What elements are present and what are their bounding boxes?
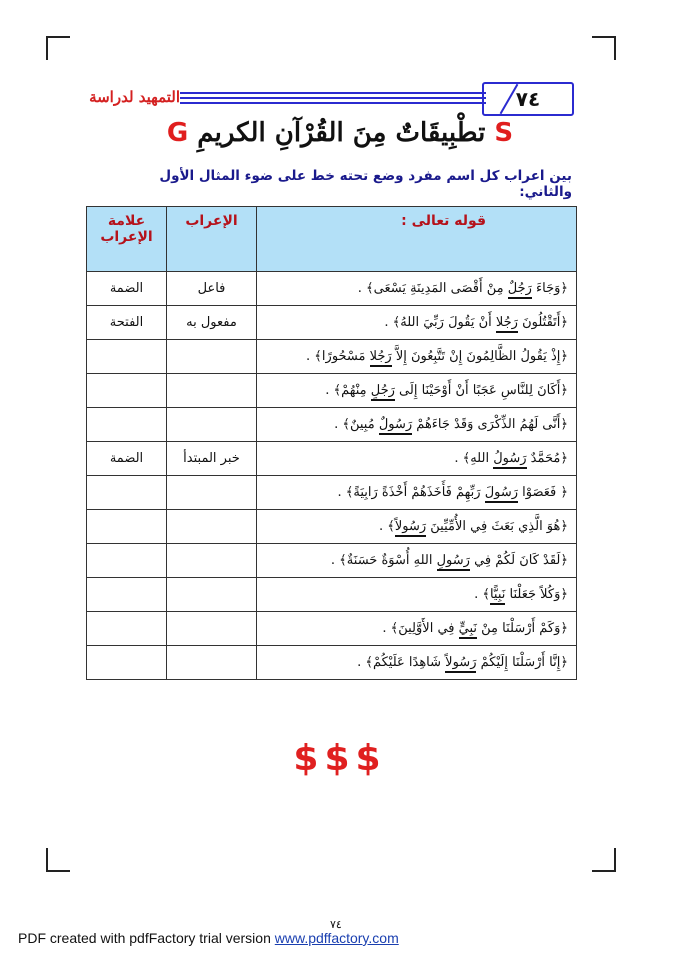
sign-cell[interactable]: الفتحة [87, 306, 167, 340]
series-title: التمهيد لدراسة [89, 88, 180, 106]
verse-text: ﴿وَجَاءَ [531, 281, 568, 296]
irab-cell[interactable]: مفعول به [167, 306, 257, 340]
underlined-noun: رَجُلا [496, 315, 518, 333]
verse-text-end: اللهِ﴾ . [454, 451, 494, 466]
verse-text: ﴿إِذْ يَقُولُ الظَّالِمُونَ إِنْ تَتَّبِعُونَ إِلاَّ [391, 349, 568, 364]
verse-cell [257, 578, 577, 612]
table-row [87, 646, 577, 680]
verse-text: ﴿لَقَدْ كَانَ لَكُمْ فِي [469, 553, 568, 568]
irab-cell[interactable] [167, 476, 257, 510]
verse-cell [257, 340, 577, 374]
page-title [140, 118, 540, 148]
irab-cell[interactable] [167, 612, 257, 646]
verse-text: ﴿ فَعَصَوْا [518, 485, 568, 500]
underlined-noun: رَسُولٌ [379, 417, 412, 435]
verse-cell [257, 306, 577, 340]
crop-mark-top-right [592, 36, 616, 60]
table-row [87, 408, 577, 442]
title-text: تطْبِيقَاتٌ مِنَ القُرْآنِ الكريمِ [197, 118, 486, 148]
sign-cell[interactable] [87, 578, 167, 612]
header-irab: الإعراب [167, 207, 257, 272]
verse-text-end: رَبِّهِمْ فَأَخَذَهُمْ أَخْذَةً رَابِيَةً﴾ . [337, 485, 485, 500]
verse-text: ﴿وَكُلاً جَعَلْنَا [505, 587, 568, 602]
irab-cell[interactable]: خبر المبتدأ [167, 442, 257, 476]
underlined-noun: رَسُولاً [395, 519, 426, 537]
irab-cell[interactable] [167, 544, 257, 578]
verse-text-end: فِي الأَوَّلِينَ﴾ . [382, 621, 459, 636]
table-row [87, 612, 577, 646]
header-verse: قوله تعالى : [257, 207, 577, 272]
table-row [87, 476, 577, 510]
underlined-noun: رَجُلا [370, 349, 392, 367]
verse-cell [257, 612, 577, 646]
verse-text: ﴿إِنَّا أَرْسَلْنَا إِلَيْكُمْ [476, 655, 568, 670]
irab-cell[interactable] [167, 578, 257, 612]
verse-text-end: مُبِينٌ﴾ . [334, 417, 379, 432]
footer-text: PDF created with pdfFactory trial version [18, 930, 275, 946]
verse-text: ﴿هُوَ الَّذِي بَعَثَ فِي الأُمِّيِّينَ [426, 519, 568, 534]
sign-cell[interactable]: الضمة [87, 442, 167, 476]
verse-text-end: أَنْ يَقُولَ رَبِّيَ اللهُ﴾ . [384, 315, 496, 330]
irab-cell[interactable] [167, 510, 257, 544]
verse-cell [257, 544, 577, 578]
crop-mark-bottom-left [46, 848, 70, 872]
sign-cell[interactable] [87, 374, 167, 408]
table-row [87, 340, 577, 374]
table-row [87, 442, 577, 476]
table-row [87, 306, 577, 340]
irab-cell[interactable]: فاعل [167, 272, 257, 306]
section-ornament: $$$ [293, 738, 387, 779]
header-sign-line2: الإعراب [100, 229, 153, 245]
pdf-footer [18, 919, 618, 946]
sign-cell[interactable] [87, 510, 167, 544]
exercise-instruction: بين اعراب كل اسم مفرد وضع تحته خط على ضوء المثال الأول والثاني: [159, 168, 572, 200]
verse-cell [257, 374, 577, 408]
verse-text-end: شَاهِدًا عَلَيْكُمْ﴾ . [357, 655, 446, 670]
verse-text: ﴿أَكَانَ لِلنَّاسِ عَجَبًا أَنْ أَوْحَيْنَا إِلَى [394, 383, 568, 398]
sign-cell[interactable] [87, 476, 167, 510]
table-row [87, 374, 577, 408]
irab-cell[interactable] [167, 408, 257, 442]
verse-cell [257, 272, 577, 306]
exercise-table [86, 206, 577, 680]
underlined-noun: رَجُلٌ [508, 281, 532, 299]
verse-text-end: مَسْحُورًا﴾ . [306, 349, 370, 364]
page-number-box [482, 82, 574, 116]
footer-link[interactable]: www.pdffactory.com [274, 930, 399, 946]
verse-text-end: اللهِ أُسْوَةٌ حَسَنَةٌ﴾ . [330, 553, 437, 568]
verse-text: ﴿أَنَّى لَهُمُ الذِّكْرَى وَقَدْ جَاءَهُمْ [412, 417, 568, 432]
sign-cell[interactable] [87, 646, 167, 680]
verse-text-end: مِنْ أَقْصَى المَدِينَةِ يَسْعَى﴾ . [357, 281, 508, 296]
sign-cell[interactable] [87, 340, 167, 374]
footer-page-number: ٧٤ [330, 919, 342, 931]
page-number: ٧٤ [515, 87, 541, 111]
underlined-noun: رَسُولاً [445, 655, 476, 673]
underlined-noun: نَبِيًّا [490, 587, 505, 605]
crop-mark-top-left [46, 36, 70, 60]
verse-cell [257, 646, 577, 680]
verse-text-end: ﴾ . [378, 519, 395, 534]
verse-text-end: مِنْهُمْ﴾ . [325, 383, 371, 398]
irab-cell[interactable] [167, 374, 257, 408]
title-ornament-right: S [494, 118, 514, 148]
verse-cell [257, 442, 577, 476]
irab-cell[interactable] [167, 646, 257, 680]
header-sign [87, 207, 167, 272]
title-ornament-left: G [166, 118, 189, 148]
table-row [87, 510, 577, 544]
sign-cell[interactable]: الضمة [87, 272, 167, 306]
verse-cell [257, 476, 577, 510]
verse-text-end: ﴾ . [474, 587, 490, 602]
verse-cell [257, 408, 577, 442]
underlined-noun: رَسُولِ [437, 553, 470, 571]
sign-cell[interactable] [87, 408, 167, 442]
header-rule [180, 92, 486, 108]
header-sign-line1: علامة [107, 213, 146, 229]
underlined-noun: نَبِيٍّ [459, 621, 477, 639]
verse-text: ﴿أَتَقْتُلُونَ [517, 315, 568, 330]
sign-cell[interactable] [87, 544, 167, 578]
table-row [87, 544, 577, 578]
verse-text: ﴿وَكَمْ أَرْسَلْنَا مِنْ [477, 621, 568, 636]
sign-cell[interactable] [87, 612, 167, 646]
irab-cell[interactable] [167, 340, 257, 374]
crop-mark-bottom-right [592, 848, 616, 872]
verse-cell [257, 510, 577, 544]
underlined-noun: رَجُلٍ [371, 383, 395, 401]
underlined-noun: رَسُولَ [485, 485, 518, 503]
verse-text: ﴿مُحَمَّدٌ [526, 451, 568, 466]
underlined-noun: رَسُولُ [493, 451, 526, 469]
table-row [87, 578, 577, 612]
table-row [87, 272, 577, 306]
